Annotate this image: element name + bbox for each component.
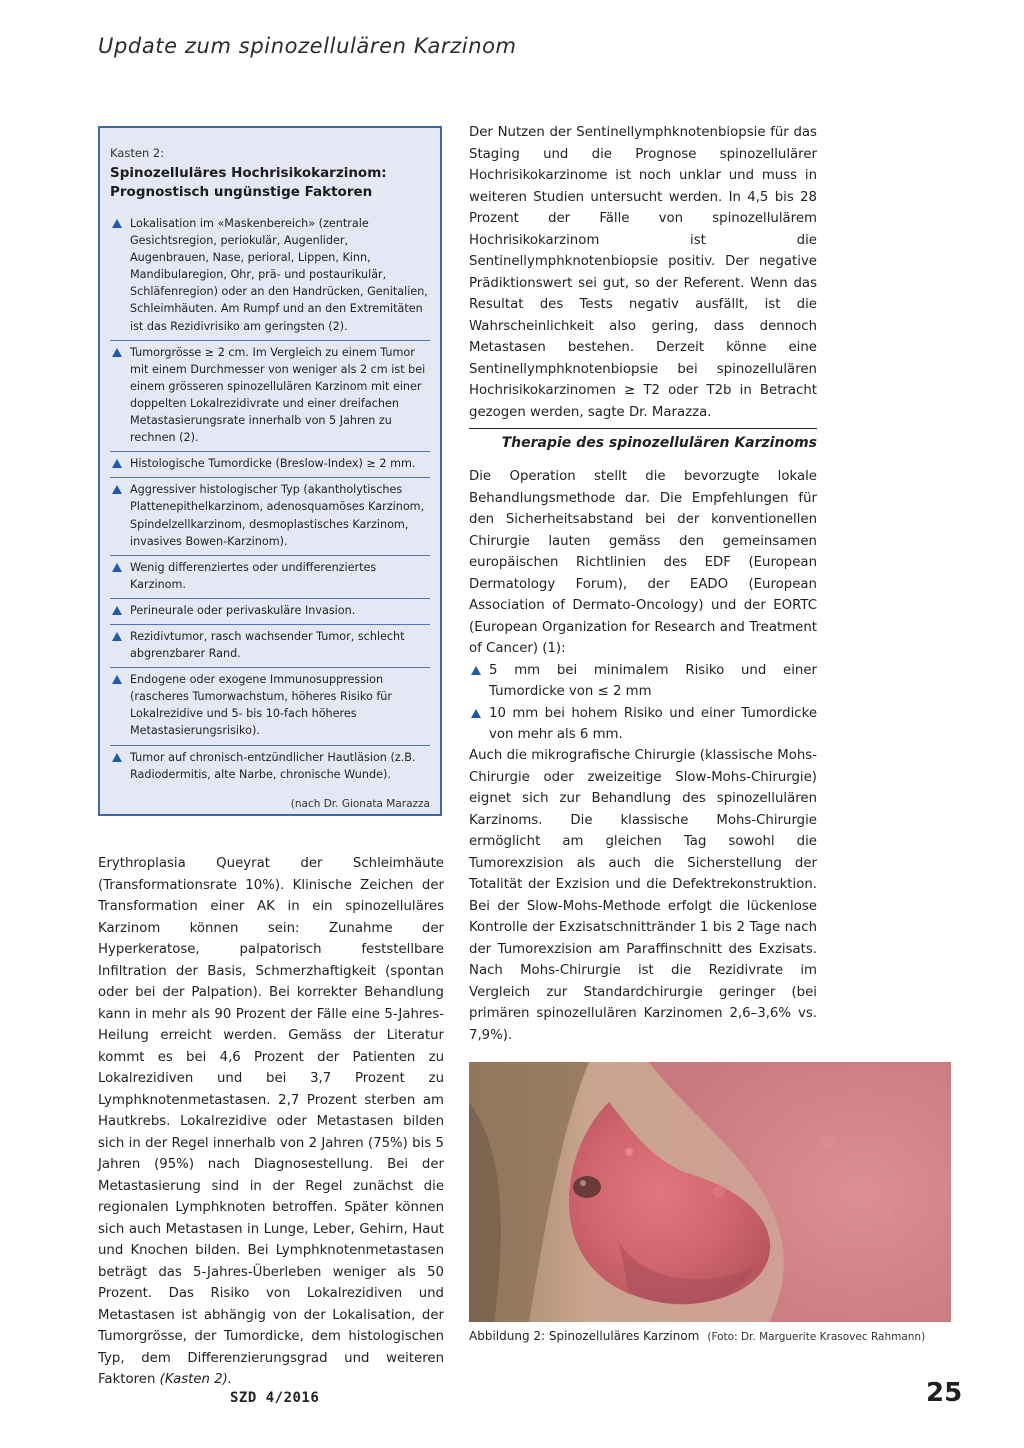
triangle-bullet-icon [112,348,122,357]
photo-credit: (Foto: Dr. Marguerite Krasovec Rahmann) [707,1331,926,1343]
figure-caption [469,1329,959,1343]
triangle-bullet-icon [112,459,122,468]
list-item: Aggressiver histologischer Typ (akantholytisches Plattenepithelkarzinom, adenosquamöses Karzinom, Spindelzellkarzinom, desmoplastisches Karzinom, invasives Bowen-Karzinom). [110,478,430,555]
body-paragraph: Erythroplasia Queyrat der Schleimhäute (Transformationsrate 10%). Klinische Zeichen der Transformation einer AK in ein spinozelluläres Karzinom können sein: Zunahme der Hyperkeratose, palpatorisch feststellbare Infiltration der Basis, Schmerzhaftigkeit (spontan oder bei der Palpation). Bei korrekter Behandlung kann in mehr als 90 Prozent der Fälle eine 5-Jahres-Heilung erreicht werden. Gemäss der Literatur kommt es bei 4,6 Prozent der Patienten zu Lokalrezidiven und bei 3,7 Prozent zu Lymphknotenmetastasen. 2,7 Prozent sterben am Hautkrebs. Lokalrezidive oder Metastasen bilden sich in der Regel innerhalb von 2 Jahren (75%) bis 5 Jahren (95%) nach Diagnosestellung. Bei der Metastasierung sind in der Regel zunächst die regionalen Lymphknoten betroffen. Später können sich auch Metastasen in Lunge, Leber, Gehirn, Haut und Knochen bilden. Bei Lymphknotenmetastasen beträgt das 5-Jahres-Überleben weniger als 50 Prozent. Das Risiko von Lokalrezidiven und Metastasen ist abhängig von der Lokalisation, der Tumorgrösse, der Tumordicke, dem histologischen Typ, dem Differenzierungsgrad und weiteren Faktoren [98,856,444,1387]
list-item: Histologische Tumordicke (Breslow-Index) ≥ 2 mm. [110,452,430,478]
list-item: Wenig differenziertes oder undifferenziertes Karzinom. [110,556,430,599]
risk-factor-list [110,212,430,788]
triangle-bullet-icon [471,709,481,718]
triangle-bullet-icon [112,632,122,641]
sidebar-box-kasten-2 [98,126,442,816]
list-item: 5 mm bei minimalem Risiko und einer Tumordicke von ≤ 2 mm [469,660,817,703]
caption-text: Abbildung 2: Spinozelluläres Karzinom [469,1329,700,1343]
section-heading: Therapie des spinozellulären Karzinoms [501,435,817,451]
list-item: 10 mm bei hohem Risiko und einer Tumordicke von mehr als 6 mm. [469,703,817,746]
box-kicker: Kasten 2: [110,146,165,160]
list-item: Rezidivtumor, rasch wachsender Tumor, schlecht abgrenzbarer Rand. [110,625,430,668]
triangle-bullet-icon [112,753,122,762]
list-item: Tumorgrösse ≥ 2 cm. Im Vergleich zu einem Tumor mit einem Durchmesser von weniger als 2 cm ist bei einem grösseren spinozellulären Karzinom mit einer doppelten Lokalrezidivrate und einer dreifachen Metastasierungsrate innerhalb von 5 Jahren zu rechnen (2). [110,341,430,453]
box-reference: (Kasten 2). [159,1372,233,1387]
triangle-bullet-icon [112,675,122,684]
triangle-bullet-icon [471,666,481,675]
triangle-bullet-icon [112,563,122,572]
mohs-paragraph-block [469,745,817,1046]
triangle-bullet-icon [112,606,122,615]
page-number: 25 [926,1378,963,1408]
right-column-intro [469,122,817,423]
triangle-bullet-icon [112,219,122,228]
therapy-section [469,466,817,746]
body-paragraph: Auch die mikrografische Chirurgie (klassische Mohs-Chirurgie oder zweizeitige Slow-Mohs-Chirurgie) eignet sich zur Behandlung des spinozellulären Karzinoms. Die klassische Mohs-Chirurgie ermöglicht am gleichen Tag sowohl die Tumorexzision als auch die Sicherstellung der Totalität der Exzision und die Defektrekonstruktion. Bei der Slow-Mohs-Methode erfolgt die lückenlose Kontrolle der Exzisatschnittränder 1 bis 2 Tage nach der Tumorexzision am Paraffinschnitt des Exzisats. Nach Mohs-Chirurgie ist die Rezidivrate im Vergleich zur Standardchirurgie geringer (bei primären spinozellulären Karzinomen 2,6–3,6% vs. 7,9%). [469,748,817,1043]
body-paragraph: Die Operation stellt die bevorzugte lokale Behandlungsmethode dar. Die Empfehlungen für den Sicherheitsabstand bei der konventionellen Chirurgie lauten gemäss den gemeinsamen europäischen Richtlinien des EDF (European Dermatology Forum), der EADO (European Association of Dermato-Oncology) und der EORTC (European Organization for Research and Treatment of Cancer) (1): [469,469,817,656]
body-paragraph: Der Nutzen der Sentinellymphknotenbiopsie für das Staging und die Prognose spinozellulärer Hochrisikokarzinome ist noch unklar und muss in weiteren Studien untersucht werden. In 4,5 bis 28 Prozent der Fälle von spinozellulärem Hochrisikokarzinom ist die Sentinellymphknotenbiopsie positiv. Der negative Prädiktionswert sei gut, so der Referent. Wenn das Resultat des Tests negativ ausfällt, ist die Wahrscheinlichkeit also gering, dass dennoch Metastasen bestehen. Derzeit könne eine Sentinellymphknotenbiopsie bei spinozellulären Hochrisikokarzinomen ≥ T2 oder T2b in Betracht gezogen werden, sagte Dr. Marazza. [469,125,817,420]
list-item: Tumor auf chronisch-entzündlicher Hautläsion (z.B. Radiodermitis, alte Narbe, chronische Wunde). [110,746,430,788]
list-item: Lokalisation im «Maskenbereich» (zentrale Gesichtsregion, periokulär, Augenlider, Augenbrauen, Nase, perioral, Lippen, Kinn, Mandibularegion, Ohr, prä- und postaurikulär, Schläfenregion) oder an den Handrücken, Genitalien, Schleimhäuten. Am Rumpf und an den Extremitäten ist das Rezidivrisiko am geringsten (2). [110,212,430,341]
clinical-photo [469,1062,951,1322]
section-divider [469,428,817,429]
running-title: Update zum spinozellulären Karzinom [98,34,517,58]
box-title: Spinozelluläres Hochrisikokarzinom: Prognostisch ungünstige Faktoren [110,165,387,200]
issue-label: SZD 4/2016 [230,1390,320,1406]
left-column-body [98,853,444,1391]
list-item: Endogene oder exogene Immunosuppression (rascheres Tumorwachstum, höheres Risiko für Lokalrezidive und 5- bis 10-fach höheres Metastasierungsrisiko). [110,668,430,745]
box-source: (nach Dr. Gionata Marazza [290,797,430,810]
triangle-bullet-icon [112,485,122,494]
list-item: Perineurale oder perivaskuläre Invasion. [110,599,430,625]
nose-lesion-photo [469,1062,951,1322]
